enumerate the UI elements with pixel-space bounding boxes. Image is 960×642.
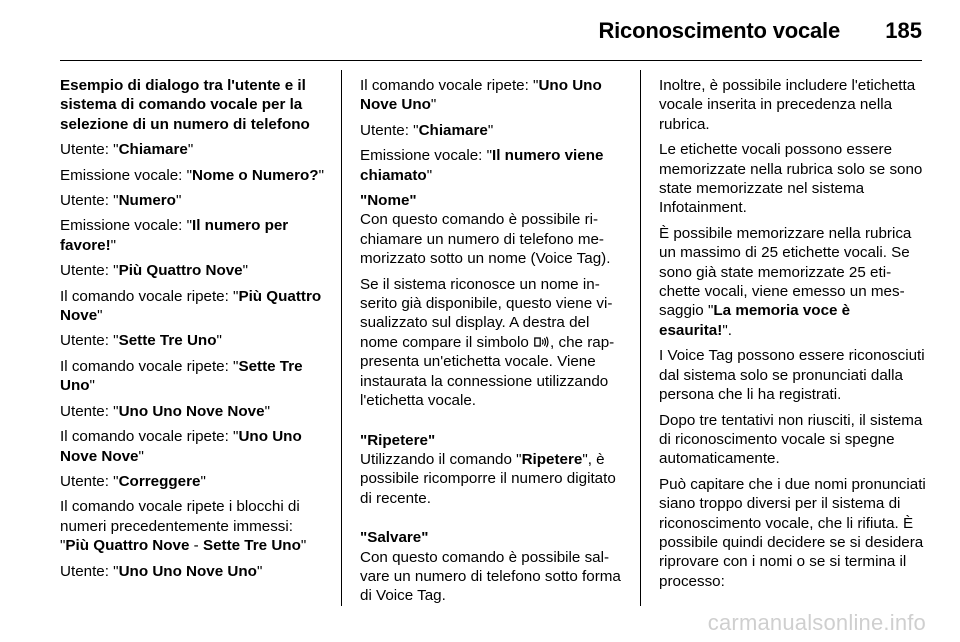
nome-description: Con questo comando è possibile richiamare un numero di telefono memorizzato sotto un nome (Voice Tag). bbox=[360, 211, 611, 268]
ripetere-description: Utilizzando il comando "Ripetere", è possibile ricomporre il numero digitato di recente. bbox=[360, 450, 616, 507]
salvare-command-heading: "Salvare" bbox=[360, 529, 429, 547]
dialog-line: Il comando vocale ripete: "Uno Uno Nove Nove" bbox=[60, 428, 302, 465]
paragraph: Può capitare che i due nomi pronunciati siano troppo diversi per il sistema di riconoscimento vocale, che li rifiuta. È possibile quindi decidere se si desidera riprovare con i nomi o se si termina il processo: bbox=[659, 475, 926, 590]
section-title: Riconoscimento vocale bbox=[598, 18, 840, 43]
dialog-line: Utente: "Chiamare" bbox=[360, 121, 494, 139]
dialog-example-heading: Esempio di dialogo tra l'utente e il sistema di comando vocale per la selezione di un numero di telefono bbox=[60, 77, 310, 133]
page-number: 185 bbox=[885, 18, 922, 43]
dialog-line: Il comando vocale ripete: "Sette Tre Uno" bbox=[60, 357, 303, 395]
dialog-line: Utente: "Più Quattro Nove" bbox=[60, 262, 249, 280]
dialog-line: Il comando vocale ripete: "Uno Uno Nove Uno" bbox=[360, 77, 602, 114]
dialog-line: Utente: "Chiamare" bbox=[60, 141, 194, 159]
column-2 bbox=[360, 76, 626, 612]
dialog-line: Utente: "Uno Uno Nove Nove" bbox=[60, 402, 270, 420]
paragraph: Dopo tre tentativi non riusciti, il sistema di riconoscimento vocale si spegne automaticamente. bbox=[659, 411, 923, 468]
paragraph: I Voice Tag possono essere riconosciuti dal sistema solo se pronunciati dalla persona che li ha registrati. bbox=[659, 347, 925, 404]
nome-command-heading: "Nome" bbox=[360, 192, 417, 210]
voice-tag-icon bbox=[534, 334, 549, 346]
dialog-line: Emissione vocale: "Nome o Numero?" bbox=[60, 166, 324, 184]
column-1 bbox=[60, 76, 326, 581]
salvare-description: Con questo comando è possibile salvare un numero di telefono sotto forma di Voice Tag. bbox=[360, 548, 621, 605]
dialog-line: Utente: "Uno Uno Nove Uno" bbox=[60, 562, 263, 580]
paragraph-memory-full: È possibile memorizzare nella rubrica un massimo di 25 etichette vocali. Se sono già state memorizzate 25 etichette vocali, viene emesso un messaggio "La memoria voce è esaurita!". bbox=[659, 224, 912, 339]
header-rule bbox=[60, 60, 922, 61]
paragraph: Le etichette vocali possono essere memorizzate nella rubrica solo se sono state memorizzate nel sistema Infotainment. bbox=[659, 141, 923, 217]
dialog-line: Il comando vocale ripete: "Più Quattro Nove" bbox=[60, 287, 322, 325]
column-divider-1 bbox=[341, 70, 342, 606]
nome-recognition-text: Se il sistema riconosce un nome inserito già disponibile, questo viene visualizzato sul display. A destra del nome compare il simbolo , che rappresenta un'etichetta vocale. Viene instaurata la connessione utilizzando l'etichetta vocale. bbox=[360, 275, 615, 410]
dialog-line-repeat-blocks: Il comando vocale ripete i blocchi di numeri precedentemente immessi: "Più Quattro Nove - Sette Tre Uno" bbox=[60, 498, 307, 555]
column-3 bbox=[659, 76, 927, 597]
paragraph: Inoltre, è possibile includere l'etichetta vocale inserita in precedenza nella rubrica. bbox=[659, 77, 916, 133]
column-divider-2 bbox=[640, 70, 641, 606]
watermark-text: carmanualsonline.info bbox=[707, 610, 926, 635]
dialog-line: Emissione vocale: "Il numero per favore!" bbox=[60, 217, 289, 254]
dialog-line: Utente: "Sette Tre Uno" bbox=[60, 332, 222, 350]
dialog-line: Utente: "Correggere" bbox=[60, 472, 206, 490]
dialog-line: Emissione vocale: "Il numero viene chiamato" bbox=[360, 147, 604, 184]
ripetere-command-heading: "Ripetere" bbox=[360, 431, 436, 449]
dialog-line: Utente: "Numero" bbox=[60, 192, 182, 210]
